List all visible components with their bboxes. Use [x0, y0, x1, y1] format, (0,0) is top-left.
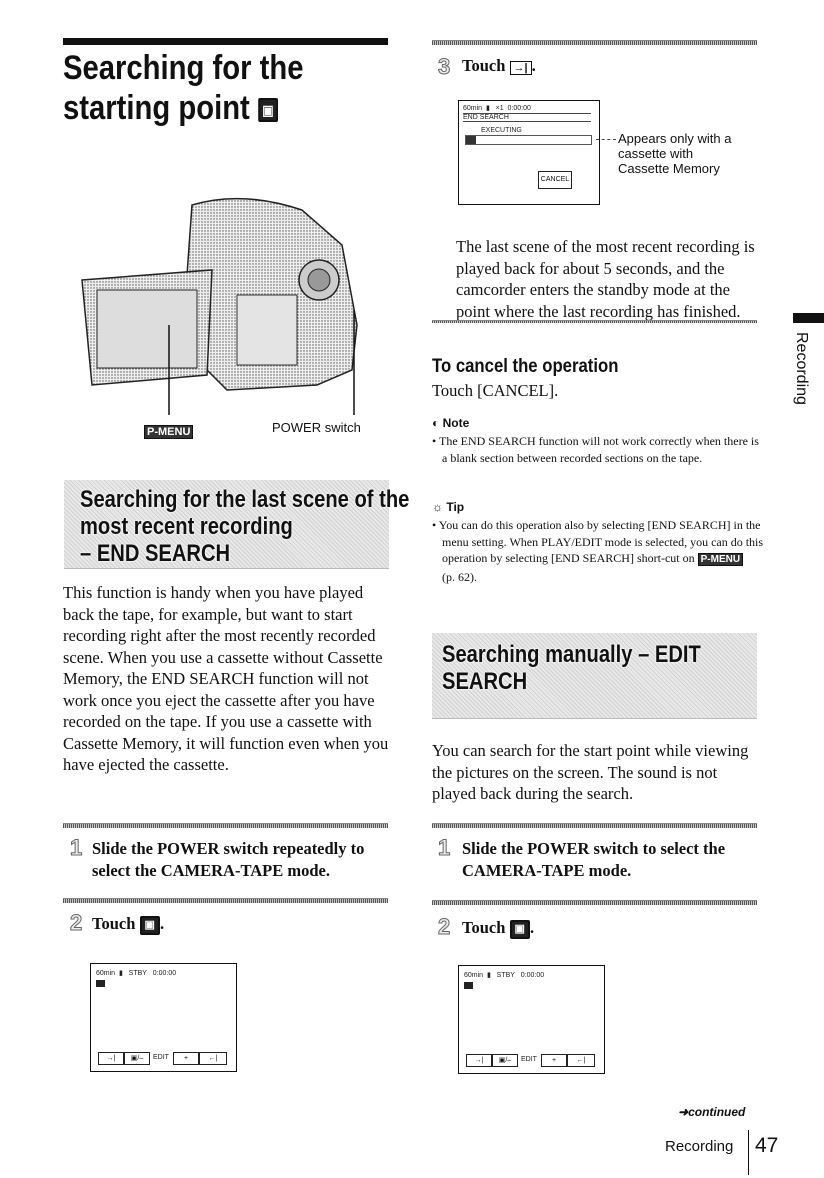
step-number: 1 — [438, 835, 451, 860]
edit-label: EDIT — [153, 1054, 169, 1061]
end-search-button[interactable]: →| — [98, 1052, 124, 1065]
end-search-banner: END SEARCH — [463, 113, 591, 122]
tape-icon: ▣ — [140, 916, 160, 935]
cancel-button[interactable]: CANCEL — [538, 171, 572, 189]
step-3-body: The last scene of the most recent recording is played back for about 5 seconds, and the camcorder enters the standby mode at the point where the last recording has finished. — [456, 237, 755, 321]
pmenu-label: P-MENU — [144, 425, 193, 439]
tip-heading: ☼ Tip — [432, 500, 465, 514]
lightbulb-icon: ☼ — [432, 500, 443, 514]
edit-search-back-button[interactable]: ←| — [199, 1052, 227, 1065]
step-1-text: Slide the POWER switch repeatedly to select the CAMERA-TAPE mode. — [92, 839, 365, 880]
section-rule — [432, 320, 757, 323]
end-search-button[interactable]: →| — [466, 1054, 492, 1067]
side-tab-marker — [793, 313, 824, 323]
lcd-screen — [90, 963, 237, 1072]
note-icon: ◐ — [432, 416, 440, 430]
side-tab-label: Recording — [793, 332, 810, 405]
continued-indicator: ➜continued — [678, 1105, 746, 1119]
edit-search-heading-banner — [432, 633, 757, 719]
step-rule — [63, 898, 388, 903]
edit-step-1-text: Slide the POWER switch to select the CAMERA-TAPE mode. — [462, 839, 726, 880]
edit-label: EDIT — [521, 1056, 537, 1063]
note-text: • The END SEARCH function will not work correctly when there is a blank section between recorded sections on the tape. — [432, 434, 759, 465]
end-search-body: This function is handy when you have played back the tape, for example, but want to start recording right after the most recently recorded scene. When you use a cassette without Cassette Memory, the END SEARCH function will not work once you eject the cassette after you have recorded on the tape. If you use a cassette with Cassette Memory, it will function even when you have ejected the cassette. — [63, 583, 389, 774]
edit-step-2-text: Touch ▣ . — [462, 918, 535, 937]
cassette-memory-callout: Appears only with a cassette with Cassette Memory — [618, 131, 732, 176]
lcd-status-bar: 60min ▮ ×1 0:00:00 — [463, 105, 531, 112]
step-number: 2 — [70, 910, 83, 935]
step-rule — [63, 823, 388, 828]
step-rule — [432, 40, 757, 45]
step-2-text: Touch ▣ . — [92, 914, 165, 933]
arrow-right-icon: ➜ — [678, 1105, 689, 1119]
cancel-body: Touch [CANCEL]. — [432, 381, 559, 400]
progress-bar — [465, 135, 592, 145]
edit-search-forward-button[interactable]: + — [173, 1052, 199, 1065]
lcd-screen-end-search — [458, 100, 600, 205]
lcd-status-bar: 60min ▮ STBY 0:00:00 — [96, 970, 177, 977]
callout-line — [596, 139, 616, 140]
step-number: 1 — [70, 835, 83, 860]
footer-divider — [748, 1130, 749, 1175]
executing-status: EXECUTING — [481, 127, 522, 134]
step-3-text: Touch →| . — [462, 56, 536, 75]
end-search-icon: →| — [510, 61, 532, 75]
tape-icon: ▣ — [258, 98, 278, 122]
edit-search-heading: Searching manually – EDIT SEARCH — [442, 641, 701, 695]
power-switch-label: POWER switch — [272, 420, 361, 435]
note-heading: ◐ Note — [432, 416, 470, 430]
edit-search-body: You can search for the start point while viewing the pictures on the screen. The sound is not played back during the search. — [432, 741, 749, 803]
lcd-screen — [458, 965, 605, 1074]
lcd-status-bar: 60min ▮ STBY 0:00:00 — [464, 972, 545, 979]
page-number: 47 — [755, 1134, 779, 1157]
review-button[interactable]: ▣/– — [492, 1054, 518, 1067]
tip-text: • You can do this operation also by selecting [END SEARCH] in the menu setting. When PLAY/EDIT mode is selected, you can do this operation by selecting [END SEARCH] short-cut on P-MENU (p. 62). — [432, 518, 764, 584]
step-number: 3 — [438, 54, 451, 79]
page-title-line1: Searching for the — [63, 49, 304, 87]
footer-section: Recording — [665, 1138, 734, 1155]
step-rule — [432, 900, 757, 905]
cancel-heading: To cancel the operation — [432, 356, 619, 377]
edit-search-back-button[interactable]: ←| — [567, 1054, 595, 1067]
step-rule — [432, 823, 757, 828]
tape-icon: ▣ — [510, 920, 530, 939]
pmenu-icon: P-MENU — [698, 553, 743, 566]
step-number: 2 — [438, 914, 451, 939]
end-search-heading: Searching for the last scene of the most recent recording – END SEARCH — [80, 486, 410, 567]
tape-icon[interactable] — [464, 982, 473, 989]
tape-icon[interactable] — [96, 980, 105, 987]
camcorder-illustration — [72, 185, 372, 415]
review-button[interactable]: ▣/– — [124, 1052, 150, 1065]
edit-search-forward-button[interactable]: + — [541, 1054, 567, 1067]
page-title — [63, 48, 303, 128]
title-rule — [63, 38, 388, 45]
page-title-line2: starting point ▣ — [63, 88, 303, 128]
end-search-heading-banner — [64, 480, 410, 569]
